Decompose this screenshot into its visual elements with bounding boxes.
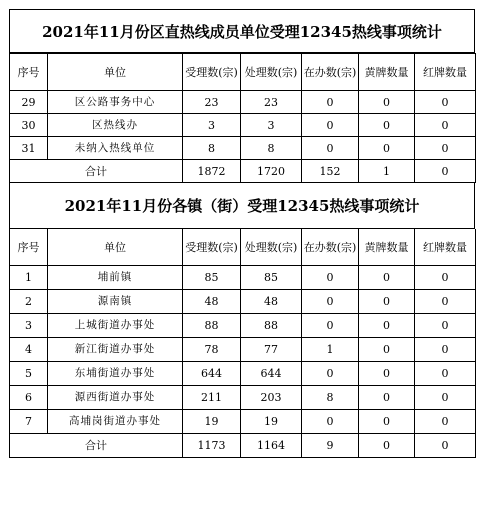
row-handled: 19 xyxy=(241,410,302,434)
row-handled: 77 xyxy=(241,338,302,362)
row-no: 30 xyxy=(10,114,48,137)
header-pending: 在办数(宗) xyxy=(302,229,359,266)
header-yellow: 黄牌数量 xyxy=(359,229,415,266)
row-unit: 高埔岗街道办事处 xyxy=(48,410,183,434)
row-handled: 644 xyxy=(241,362,302,386)
row-unit: 源南镇 xyxy=(48,290,183,314)
row-pending: 0 xyxy=(302,91,359,114)
total-handled: 1164 xyxy=(241,434,302,458)
table-row xyxy=(10,290,476,314)
header-red: 红牌数量 xyxy=(415,54,476,91)
total-accepted: 1872 xyxy=(183,160,241,183)
row-handled: 203 xyxy=(241,386,302,410)
row-handled: 23 xyxy=(241,91,302,114)
row-pending: 0 xyxy=(302,362,359,386)
header-no: 序号 xyxy=(10,229,48,266)
row-unit: 区热线办 xyxy=(48,114,183,137)
total-yellow: 0 xyxy=(359,434,415,458)
table-row xyxy=(10,114,476,137)
row-yellow: 0 xyxy=(359,266,415,290)
header-red: 红牌数量 xyxy=(415,229,476,266)
table-row xyxy=(10,386,476,410)
row-no: 6 xyxy=(10,386,48,410)
row-unit: 埔前镇 xyxy=(48,266,183,290)
section2-header-row xyxy=(10,229,476,266)
row-accepted: 23 xyxy=(183,91,241,114)
table-row xyxy=(10,410,476,434)
row-red: 0 xyxy=(415,266,476,290)
row-unit: 源西街道办事处 xyxy=(48,386,183,410)
row-red: 0 xyxy=(415,410,476,434)
total-red: 0 xyxy=(415,160,476,183)
row-red: 0 xyxy=(415,91,476,114)
row-yellow: 0 xyxy=(359,314,415,338)
row-no: 29 xyxy=(10,91,48,114)
row-accepted: 8 xyxy=(183,137,241,160)
header-no: 序号 xyxy=(10,54,48,91)
row-pending: 0 xyxy=(302,314,359,338)
row-pending: 0 xyxy=(302,137,359,160)
row-handled: 8 xyxy=(241,137,302,160)
row-no: 4 xyxy=(10,338,48,362)
header-accepted: 受理数(宗) xyxy=(183,229,241,266)
row-handled: 48 xyxy=(241,290,302,314)
row-unit: 东埔街道办事处 xyxy=(48,362,183,386)
row-accepted: 88 xyxy=(183,314,241,338)
row-handled: 88 xyxy=(241,314,302,338)
row-red: 0 xyxy=(415,314,476,338)
row-accepted: 3 xyxy=(183,114,241,137)
row-accepted: 644 xyxy=(183,362,241,386)
total-label: 合计 xyxy=(10,160,183,183)
row-yellow: 0 xyxy=(359,386,415,410)
table-row xyxy=(10,266,476,290)
statistics-sheet xyxy=(9,9,475,458)
table-row xyxy=(10,91,476,114)
row-red: 0 xyxy=(415,290,476,314)
total-yellow: 1 xyxy=(359,160,415,183)
table-row xyxy=(10,137,476,160)
row-yellow: 0 xyxy=(359,362,415,386)
row-accepted: 78 xyxy=(183,338,241,362)
row-accepted: 19 xyxy=(183,410,241,434)
row-no: 7 xyxy=(10,410,48,434)
row-accepted: 48 xyxy=(183,290,241,314)
total-accepted: 1173 xyxy=(183,434,241,458)
row-unit: 上城街道办事处 xyxy=(48,314,183,338)
row-red: 0 xyxy=(415,362,476,386)
row-accepted: 211 xyxy=(183,386,241,410)
table-row xyxy=(10,362,476,386)
row-no: 3 xyxy=(10,314,48,338)
table-row xyxy=(10,314,476,338)
row-pending: 1 xyxy=(302,338,359,362)
section1-table xyxy=(9,53,476,183)
row-yellow: 0 xyxy=(359,338,415,362)
section1-header-row xyxy=(10,54,476,91)
row-no: 2 xyxy=(10,290,48,314)
total-row xyxy=(10,434,476,458)
row-no: 1 xyxy=(10,266,48,290)
header-pending: 在办数(宗) xyxy=(302,54,359,91)
header-accepted: 受理数(宗) xyxy=(183,54,241,91)
row-red: 0 xyxy=(415,338,476,362)
row-unit: 区公路事务中心 xyxy=(48,91,183,114)
total-red: 0 xyxy=(415,434,476,458)
row-yellow: 0 xyxy=(359,290,415,314)
header-handled: 处理数(宗) xyxy=(241,54,302,91)
section1-title: 2021年11月份区直热线成员单位受理12345热线事项统计 xyxy=(9,9,475,53)
total-handled: 1720 xyxy=(241,160,302,183)
row-pending: 0 xyxy=(302,114,359,137)
total-label: 合计 xyxy=(10,434,183,458)
section2-title: 2021年11月份各镇（街）受理12345热线事项统计 xyxy=(9,183,475,229)
row-no: 31 xyxy=(10,137,48,160)
row-handled: 3 xyxy=(241,114,302,137)
row-pending: 0 xyxy=(302,410,359,434)
row-yellow: 0 xyxy=(359,137,415,160)
row-unit: 未纳入热线单位 xyxy=(48,137,183,160)
row-yellow: 0 xyxy=(359,410,415,434)
row-yellow: 0 xyxy=(359,91,415,114)
total-pending: 152 xyxy=(302,160,359,183)
total-row xyxy=(10,160,476,183)
header-unit: 单位 xyxy=(48,229,183,266)
row-no: 5 xyxy=(10,362,48,386)
section2-table xyxy=(9,229,476,458)
row-yellow: 0 xyxy=(359,114,415,137)
table-row xyxy=(10,338,476,362)
row-accepted: 85 xyxy=(183,266,241,290)
row-unit: 新江街道办事处 xyxy=(48,338,183,362)
header-unit: 单位 xyxy=(48,54,183,91)
row-red: 0 xyxy=(415,114,476,137)
row-pending: 0 xyxy=(302,290,359,314)
total-pending: 9 xyxy=(302,434,359,458)
row-handled: 85 xyxy=(241,266,302,290)
row-red: 0 xyxy=(415,386,476,410)
row-pending: 8 xyxy=(302,386,359,410)
header-yellow: 黄牌数量 xyxy=(359,54,415,91)
header-handled: 处理数(宗) xyxy=(241,229,302,266)
row-red: 0 xyxy=(415,137,476,160)
row-pending: 0 xyxy=(302,266,359,290)
